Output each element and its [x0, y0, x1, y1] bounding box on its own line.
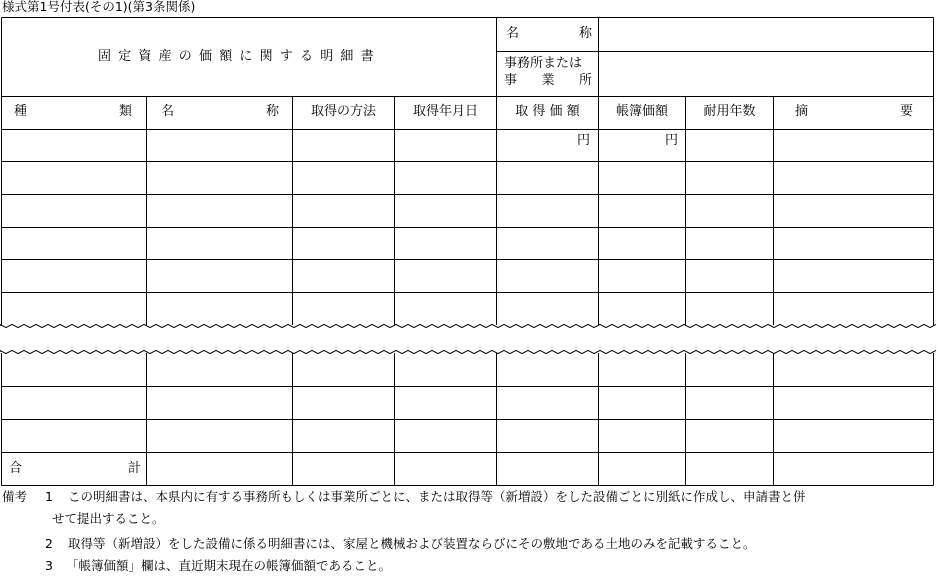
- column-header-acquisition-price: 取 得 価 額: [515, 104, 580, 119]
- note-1-text: この明細書は、本県内に有する事務所もしくは事業所ごとに、または取得等（新増設）をした設備ごとに別紙に作成し、申請書と併: [68, 489, 806, 504]
- note-3-text: 「帳簿価額」欄は、直近期末現在の帳簿価額であること。: [66, 558, 392, 573]
- total-label: 合 計: [9, 461, 141, 476]
- unit-yen-book: 円: [664, 133, 678, 148]
- form-caption: 様式第1号付表(その1)(第3条関係): [2, 0, 196, 14]
- office-label-line2: 事 業 所: [504, 73, 592, 88]
- note-3-number: 3: [45, 558, 53, 573]
- note-1-number: 1: [45, 489, 53, 504]
- note-2-text: 取得等（新増設）をした設備に係る明細書には、家屋と機械および装置ならびにその敷地である土地のみを記載すること。: [68, 536, 756, 551]
- name-label: 名 称: [506, 26, 592, 41]
- column-header-remarks: 摘 要: [795, 104, 913, 119]
- column-header-name: 名 称: [161, 104, 279, 119]
- note-2-number: 2: [45, 536, 53, 551]
- unit-yen-acquisition: 円: [576, 133, 590, 148]
- statement-title: 固定資産の価額に関する明細書: [98, 49, 381, 64]
- note-1-continuation: せて提出すること。: [52, 511, 165, 526]
- column-header-acquisition-date: 取得年月日: [412, 104, 478, 119]
- column-header-useful-life: 耐用年数: [703, 104, 756, 119]
- office-label-line1: 事務所または: [504, 56, 583, 71]
- column-header-acquisition-method: 取得の方法: [310, 104, 376, 119]
- column-header-type: 種 類: [14, 104, 132, 119]
- notes-heading: 備考: [2, 489, 28, 504]
- column-header-book-value: 帳簿価額: [615, 104, 668, 119]
